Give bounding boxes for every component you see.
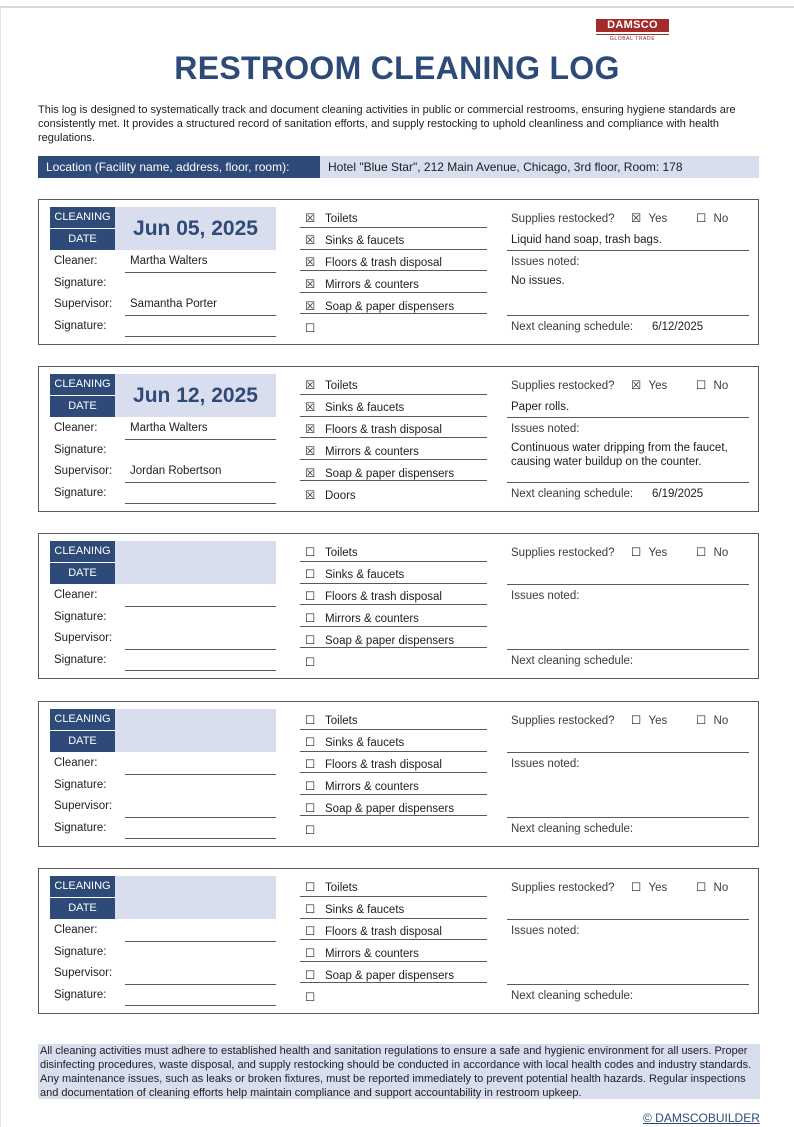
yes-checkbox-icon[interactable]: ☒ — [631, 213, 642, 225]
date-label: DATE — [50, 898, 115, 919]
log-entry — [38, 366, 759, 512]
checklist-label: Toilets — [325, 380, 358, 392]
checklist-item[interactable] — [305, 968, 454, 982]
checklist-label: Sinks & faucets — [325, 402, 405, 414]
checklist-item[interactable] — [305, 488, 356, 502]
supplies-underline — [507, 250, 749, 251]
checklist-divider — [300, 437, 487, 438]
checklist-item[interactable] — [305, 422, 442, 436]
checkbox-icon[interactable]: ☐ — [305, 547, 316, 559]
no-checkbox-icon[interactable]: ☐ — [696, 547, 707, 559]
supplies-value[interactable]: Paper rolls. — [511, 401, 570, 413]
checklist-divider — [300, 459, 487, 460]
checklist-item[interactable] — [305, 924, 442, 938]
supplies-label: Supplies restocked? — [511, 882, 615, 894]
log-entry — [38, 533, 759, 679]
supplies-underline — [507, 919, 749, 920]
checkbox-icon[interactable]: ☐ — [305, 882, 316, 894]
date-value[interactable]: Jun 12, 2025 — [115, 374, 276, 417]
supplies-label: Supplies restocked? — [511, 715, 615, 727]
supplies-label: Supplies restocked? — [511, 380, 615, 392]
supplies-value[interactable]: Liquid hand soap, trash bags. — [511, 234, 662, 246]
checkbox-icon[interactable]: ☒ — [305, 490, 316, 502]
checklist-item[interactable] — [305, 589, 442, 603]
cleaner-signature-line[interactable] — [125, 941, 276, 942]
checklist-divider — [300, 394, 487, 395]
brand-logo — [596, 19, 669, 41]
checklist-divider — [300, 961, 487, 962]
no-label: No — [713, 715, 729, 727]
checklist-item[interactable] — [305, 400, 404, 414]
signature-underline — [125, 336, 276, 337]
supplies-label: Supplies restocked? — [511, 213, 615, 225]
checklist-item[interactable] — [305, 567, 404, 581]
date-label: DATE — [50, 731, 115, 752]
checklist-item[interactable] — [305, 611, 419, 625]
yes-label: Yes — [648, 715, 668, 727]
supplies-no[interactable] — [696, 880, 728, 894]
date-label: DATE — [50, 229, 115, 250]
checklist-divider — [300, 626, 487, 627]
checklist-divider — [300, 729, 487, 730]
checkbox-icon[interactable]: ☐ — [305, 323, 316, 335]
checkbox-icon[interactable]: ☒ — [305, 380, 316, 392]
date-value[interactable] — [115, 876, 276, 919]
supplies-no[interactable] — [696, 378, 728, 392]
checklist-label: Doors — [325, 490, 356, 502]
checklist-divider — [300, 751, 487, 752]
checkbox-icon[interactable]: ☐ — [305, 715, 316, 727]
checklist-divider — [300, 270, 487, 271]
next-schedule-label: Next cleaning schedule: — [511, 488, 634, 500]
yes-label: Yes — [648, 547, 668, 559]
checkbox-icon[interactable]: ☐ — [305, 657, 316, 669]
date-value[interactable] — [115, 541, 276, 584]
checkbox-icon[interactable]: ☐ — [305, 737, 316, 749]
supplies-underline — [507, 752, 749, 753]
checklist-label: Toilets — [325, 547, 358, 559]
checklist-item[interactable] — [305, 779, 419, 793]
location-value[interactable]: Hotel "Blue Star", 212 Main Avenue, Chicago, 3rd floor, Room: 178 — [328, 160, 683, 174]
checklist-item[interactable] — [305, 823, 325, 837]
checklist-item[interactable] — [305, 946, 419, 960]
checklist-label: Soap & paper dispensers — [325, 301, 455, 313]
logo-tagline: GLOBAL TRADE — [596, 34, 669, 42]
signature-underline — [125, 670, 276, 671]
supplies-underline — [507, 584, 749, 585]
checkbox-icon[interactable]: ☒ — [305, 468, 316, 480]
yes-checkbox-icon[interactable]: ☐ — [631, 547, 642, 559]
cleaning-label: CLEANING — [50, 709, 115, 730]
no-checkbox-icon[interactable]: ☐ — [696, 882, 707, 894]
checklist-divider — [300, 896, 487, 897]
supervisor-signature-label: Signature: — [54, 822, 107, 834]
checklist-item[interactable] — [305, 233, 404, 247]
cleaner-signature-label: Signature: — [54, 779, 107, 791]
footer-note: All cleaning activities must adhere to established health and sanitation regulations to ensure a safe and hygienic environment for all users. Proper disinfecting procedures, waste disposal, and supply restocking should be conducted in accordance with local health codes and industry standards. Any maintenance issues, such as leaks or broken fixtures, must be reported immediately to prevent potential health hazards. Regular inspections and documentation of cleaning efforts help maintain compliance and support accountability in restroom upkeep. — [38, 1044, 760, 1099]
checklist-label: Mirrors & counters — [325, 948, 419, 960]
checkbox-icon[interactable]: ☐ — [305, 613, 316, 625]
checklist-item[interactable] — [305, 880, 358, 894]
location-bar — [38, 156, 759, 178]
signature-underline — [125, 503, 276, 504]
cleaning-label: CLEANING — [50, 541, 115, 562]
issues-value[interactable]: Continuous water dripping from the faucet, causing water buildup on the counter. — [511, 442, 728, 468]
checkbox-icon[interactable]: ☐ — [305, 926, 316, 938]
page-title: RESTROOM CLEANING LOG — [174, 50, 620, 86]
checklist-label: Mirrors & counters — [325, 279, 419, 291]
checklist-divider — [300, 794, 487, 795]
signature-underline — [125, 838, 276, 839]
cleaner-label: Cleaner: — [54, 924, 98, 936]
checklist-item[interactable] — [305, 545, 358, 559]
checklist-divider — [300, 939, 487, 940]
next-schedule-label: Next cleaning schedule: — [511, 655, 634, 667]
intro-text: This log is designed to systematically track and document cleaning activities in public or commercial restrooms, ensuring hygiene standards are consistently met. It provides a structured record of sanitation efforts, and supply restocking to uphold cleanliness and compliance with health regulations. — [38, 104, 736, 144]
checklist-label: Floors & trash disposal — [325, 926, 442, 938]
supervisor-signature-label: Signature: — [54, 654, 107, 666]
issues-underline — [507, 984, 749, 985]
issues-value[interactable]: No issues. — [511, 275, 565, 287]
checkbox-icon[interactable]: ☒ — [305, 213, 316, 225]
checklist-label: Mirrors & counters — [325, 613, 419, 625]
checklist-label: Floors & trash disposal — [325, 257, 442, 269]
checklist-label: Soap & paper dispensers — [325, 970, 455, 982]
yes-label: Yes — [648, 380, 668, 392]
cleaner-value[interactable]: Martha Walters — [130, 422, 208, 434]
next-schedule-value[interactable]: 6/19/2025 — [652, 488, 704, 500]
checklist-divider — [300, 313, 487, 314]
cleaner-signature-line[interactable] — [125, 439, 276, 440]
checklist-item[interactable] — [305, 801, 454, 815]
supervisor-label: Supervisor: — [54, 465, 113, 477]
checklist-label: Floors & trash disposal — [325, 591, 442, 603]
issues-underline — [507, 482, 749, 483]
cleaner-signature-label: Signature: — [54, 611, 107, 623]
checklist-label: Soap & paper dispensers — [325, 468, 455, 480]
checkbox-icon[interactable]: ☐ — [305, 970, 316, 982]
checklist-item[interactable] — [305, 633, 454, 647]
cleaner-value[interactable]: Martha Walters — [130, 255, 208, 267]
yes-checkbox-icon[interactable]: ☒ — [631, 380, 642, 392]
checklist-divider — [300, 583, 487, 584]
supplies-no[interactable] — [696, 545, 728, 559]
checkbox-icon[interactable]: ☒ — [305, 402, 316, 414]
issues-underline — [507, 315, 749, 316]
issues-underline — [507, 817, 749, 818]
date-label: DATE — [50, 563, 115, 584]
supervisor-label: Supervisor: — [54, 967, 113, 979]
checklist-divider — [300, 815, 487, 816]
checkbox-icon[interactable]: ☐ — [305, 635, 316, 647]
checklist-item[interactable] — [305, 466, 454, 480]
no-label: No — [713, 882, 729, 894]
no-checkbox-icon[interactable]: ☐ — [696, 715, 707, 727]
cleaner-signature-line[interactable] — [125, 774, 276, 775]
supervisor-signature-line[interactable] — [125, 649, 276, 650]
checklist-divider — [300, 772, 487, 773]
checklist-label: Mirrors & counters — [325, 781, 419, 793]
supplies-yes[interactable] — [631, 880, 667, 894]
supplies-underline — [507, 417, 749, 418]
checkbox-icon[interactable]: ☒ — [305, 279, 316, 291]
location-label: Location (Facility name, address, floor, room): — [38, 156, 320, 178]
cleaning-label: CLEANING — [50, 207, 115, 228]
checklist-label: Soap & paper dispensers — [325, 635, 455, 647]
checklist-item[interactable] — [305, 735, 404, 749]
checklist-item[interactable] — [305, 277, 419, 291]
no-label: No — [713, 547, 729, 559]
supervisor-signature-line[interactable] — [125, 984, 276, 985]
supervisor-signature-label: Signature: — [54, 320, 107, 332]
signature-underline — [125, 1005, 276, 1006]
supplies-no[interactable] — [696, 211, 728, 225]
issues-label: Issues noted: — [511, 590, 580, 602]
checklist-divider — [300, 416, 487, 417]
checklist-item[interactable] — [305, 444, 419, 458]
next-schedule-label: Next cleaning schedule: — [511, 990, 634, 1002]
logo-wordmark: DAMSCO — [596, 19, 669, 32]
checklist-item[interactable] — [305, 378, 358, 392]
yes-checkbox-icon[interactable]: ☐ — [631, 715, 642, 727]
supervisor-signature-line[interactable] — [125, 817, 276, 818]
checklist-item[interactable] — [305, 655, 325, 669]
supervisor-signature-label: Signature: — [54, 989, 107, 1001]
checkbox-icon[interactable]: ☒ — [305, 235, 316, 247]
checkbox-icon[interactable]: ☐ — [305, 569, 316, 581]
checklist-label: Toilets — [325, 882, 358, 894]
checklist-label: Floors & trash disposal — [325, 759, 442, 771]
supplies-label: Supplies restocked? — [511, 547, 615, 559]
date-value[interactable] — [115, 709, 276, 752]
checklist-divider — [300, 227, 487, 228]
date-value[interactable]: Jun 05, 2025 — [115, 207, 276, 250]
checklist-divider — [300, 561, 487, 562]
cleaner-label: Cleaner: — [54, 757, 98, 769]
checklist-label: Sinks & faucets — [325, 737, 405, 749]
checklist-item[interactable] — [305, 990, 325, 1004]
checkbox-icon[interactable]: ☐ — [305, 825, 316, 837]
supplies-yes[interactable] — [631, 211, 667, 225]
checklist-item[interactable] — [305, 299, 454, 313]
cleaning-label: CLEANING — [50, 876, 115, 897]
supervisor-signature-line[interactable] — [125, 315, 276, 316]
supplies-yes[interactable] — [631, 378, 667, 392]
log-entry — [38, 701, 759, 847]
checkbox-icon[interactable]: ☐ — [305, 591, 316, 603]
checklist-label: Sinks & faucets — [325, 904, 405, 916]
issues-label: Issues noted: — [511, 256, 580, 268]
cleaner-signature-line[interactable] — [125, 606, 276, 607]
checklist-label: Soap & paper dispensers — [325, 803, 455, 815]
checklist-label: Floors & trash disposal — [325, 424, 442, 436]
checklist-label: Sinks & faucets — [325, 235, 405, 247]
checklist-divider — [300, 604, 487, 605]
checkbox-icon[interactable]: ☐ — [305, 948, 316, 960]
checklist-divider — [300, 480, 487, 481]
checklist-divider — [300, 982, 487, 983]
cleaner-label: Cleaner: — [54, 422, 98, 434]
no-checkbox-icon[interactable]: ☐ — [696, 213, 707, 225]
cleaner-signature-label: Signature: — [54, 946, 107, 958]
cleaner-signature-line[interactable] — [125, 272, 276, 273]
checkbox-icon[interactable]: ☒ — [305, 446, 316, 458]
next-schedule-value[interactable]: 6/12/2025 — [652, 321, 704, 333]
checklist-divider — [300, 292, 487, 293]
supervisor-label: Supervisor: — [54, 298, 113, 310]
no-label: No — [713, 213, 729, 225]
supplies-no[interactable] — [696, 713, 728, 727]
checklist-item[interactable] — [305, 211, 358, 225]
date-label: DATE — [50, 396, 115, 417]
checkbox-icon[interactable]: ☐ — [305, 904, 316, 916]
checklist-item[interactable] — [305, 321, 325, 335]
checklist-item[interactable] — [305, 255, 442, 269]
supervisor-value[interactable]: Samantha Porter — [130, 298, 217, 310]
supervisor-signature-line[interactable] — [125, 482, 276, 483]
no-checkbox-icon[interactable]: ☐ — [696, 380, 707, 392]
checkbox-icon[interactable]: ☐ — [305, 803, 316, 815]
checklist-label: Mirrors & counters — [325, 446, 419, 458]
checkbox-icon[interactable]: ☒ — [305, 257, 316, 269]
supervisor-signature-label: Signature: — [54, 487, 107, 499]
supervisor-label: Supervisor: — [54, 632, 113, 644]
copyright-link[interactable]: © DAMSCOBUILDER — [643, 1111, 760, 1125]
checkbox-icon[interactable]: ☒ — [305, 424, 316, 436]
checklist-label: Sinks & faucets — [325, 569, 405, 581]
issues-label: Issues noted: — [511, 758, 580, 770]
checkbox-icon[interactable]: ☐ — [305, 992, 316, 1004]
checklist-divider — [300, 918, 487, 919]
issues-label: Issues noted: — [511, 925, 580, 937]
checklist-item[interactable] — [305, 902, 404, 916]
checkbox-icon[interactable]: ☐ — [305, 759, 316, 771]
issues-label: Issues noted: — [511, 423, 580, 435]
log-entry — [38, 199, 759, 345]
supplies-yes[interactable] — [631, 545, 667, 559]
checkbox-icon[interactable]: ☒ — [305, 301, 316, 313]
checkbox-icon[interactable]: ☐ — [305, 781, 316, 793]
cleaner-label: Cleaner: — [54, 255, 98, 267]
log-entry — [38, 868, 759, 1014]
supplies-yes[interactable] — [631, 713, 667, 727]
checklist-label: Toilets — [325, 213, 358, 225]
issues-underline — [507, 649, 749, 650]
cleaner-signature-label: Signature: — [54, 277, 107, 289]
checklist-divider — [300, 249, 487, 250]
yes-label: Yes — [648, 213, 668, 225]
checklist-divider — [300, 647, 487, 648]
no-label: No — [713, 380, 729, 392]
cleaning-label: CLEANING — [50, 374, 115, 395]
supervisor-value[interactable]: Jordan Robertson — [130, 465, 222, 477]
checklist-item[interactable] — [305, 713, 358, 727]
cleaner-signature-label: Signature: — [54, 444, 107, 456]
next-schedule-label: Next cleaning schedule: — [511, 823, 634, 835]
checklist-item[interactable] — [305, 757, 442, 771]
cleaner-label: Cleaner: — [54, 589, 98, 601]
supervisor-label: Supervisor: — [54, 800, 113, 812]
checklist-label: Toilets — [325, 715, 358, 727]
yes-checkbox-icon[interactable]: ☐ — [631, 882, 642, 894]
yes-label: Yes — [648, 882, 668, 894]
next-schedule-label: Next cleaning schedule: — [511, 321, 634, 333]
